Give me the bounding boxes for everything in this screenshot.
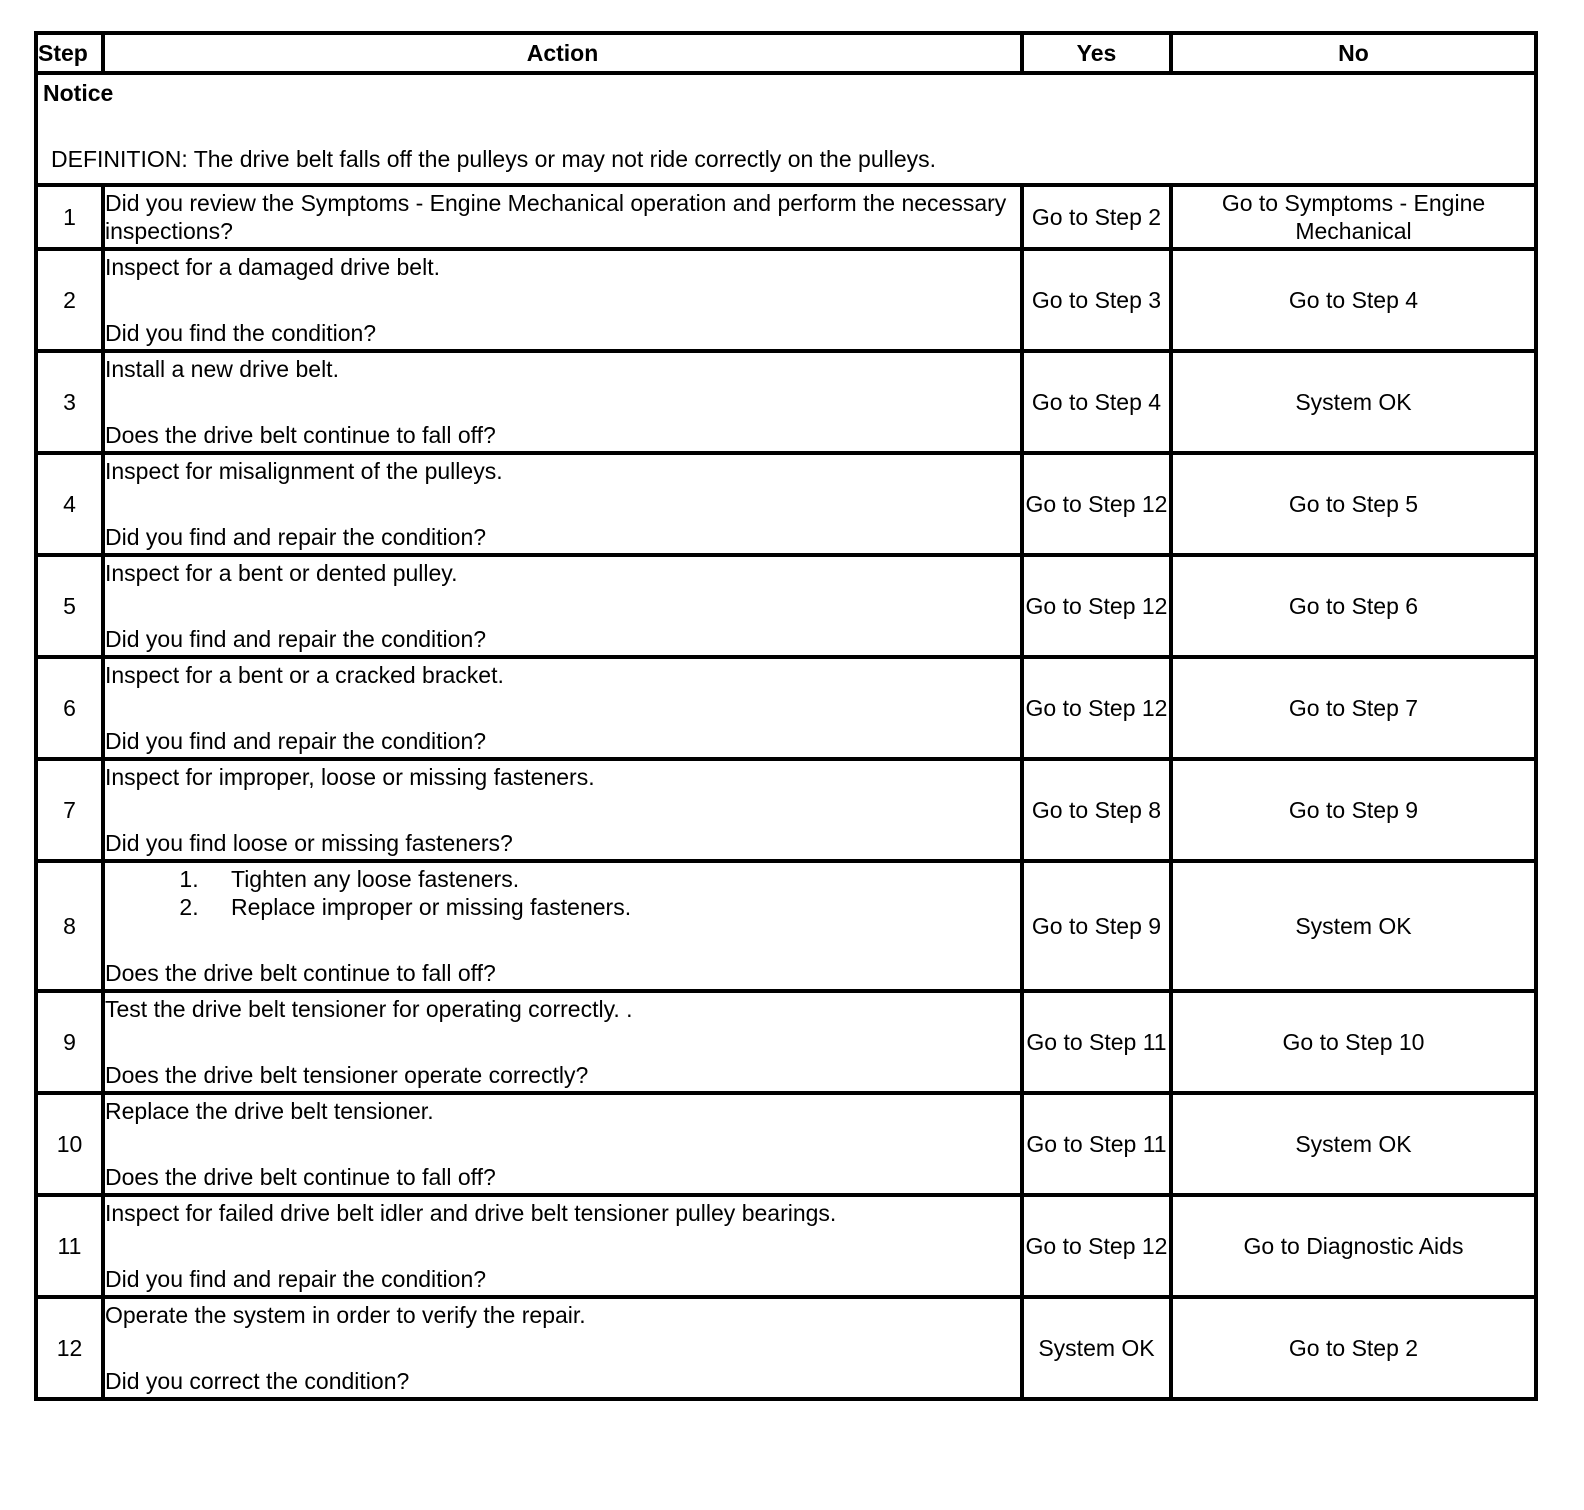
table-row: [36, 1195, 1536, 1297]
step-number: 6: [36, 657, 103, 759]
no-cell: System OK: [1171, 1093, 1536, 1195]
no-cell: Go to Step 9: [1171, 759, 1536, 861]
action-text: Inspect for a bent or a cracked bracket.: [105, 662, 504, 688]
yes-cell: Go to Step 12: [1022, 453, 1171, 555]
action-text: Inspect for a bent or dented pulley.: [105, 560, 458, 586]
no-cell: Go to Step 5: [1171, 453, 1536, 555]
notice-row: [36, 73, 1536, 185]
table-row: [36, 351, 1536, 453]
action-text: Replace the drive belt tensioner.: [105, 1098, 434, 1124]
action-text: Did you review the Symptoms - Engine Mechanical operation and perform the necessary inspections?: [105, 190, 1007, 244]
step-number: 2: [36, 249, 103, 351]
step-number: 7: [36, 759, 103, 861]
action-cell: [103, 657, 1022, 759]
step-number: 5: [36, 555, 103, 657]
table-row: [36, 1297, 1536, 1399]
step-number: 4: [36, 453, 103, 555]
header-yes: Yes: [1022, 33, 1171, 73]
action-question: Does the drive belt continue to fall off?: [105, 422, 496, 448]
table-row: [36, 185, 1536, 249]
yes-cell: Go to Step 11: [1022, 991, 1171, 1093]
step-number: 10: [36, 1093, 103, 1195]
action-cell: [103, 1093, 1022, 1195]
yes-cell: Go to Step 2: [1022, 185, 1171, 249]
action-question: Did you find and repair the condition?: [105, 1266, 487, 1292]
action-text: Install a new drive belt.: [105, 356, 339, 382]
action-question: Did you find and repair the condition?: [105, 524, 487, 550]
table-row: [36, 249, 1536, 351]
action-text: Test the drive belt tensioner for operating correctly. .: [105, 996, 633, 1022]
yes-cell: Go to Step 12: [1022, 657, 1171, 759]
diagnostic-table: [34, 31, 1538, 1401]
no-cell: Go to Step 6: [1171, 555, 1536, 657]
action-text: Inspect for misalignment of the pulleys.: [105, 458, 503, 484]
notice-title: Notice: [43, 80, 114, 106]
table-row: [36, 991, 1536, 1093]
action-text: Inspect for failed drive belt idler and drive belt tensioner pulley bearings.: [105, 1200, 837, 1226]
table-row: [36, 759, 1536, 861]
action-list: [105, 865, 1020, 921]
step-number: 9: [36, 991, 103, 1093]
action-question: Does the drive belt tensioner operate correctly?: [105, 1062, 589, 1088]
table-row: [36, 861, 1536, 991]
notice-definition: DEFINITION: The drive belt falls off the pulleys or may not ride correctly on the pulleys.: [51, 146, 937, 172]
action-cell: [103, 1195, 1022, 1297]
table-row: [36, 555, 1536, 657]
yes-cell: Go to Step 3: [1022, 249, 1171, 351]
table-row: [36, 657, 1536, 759]
yes-cell: Go to Step 11: [1022, 1093, 1171, 1195]
step-number: 3: [36, 351, 103, 453]
action-question: Did you correct the condition?: [105, 1368, 410, 1394]
no-cell: Go to Step 7: [1171, 657, 1536, 759]
step-number: 12: [36, 1297, 103, 1399]
no-cell: Go to Step 10: [1171, 991, 1536, 1093]
no-cell: System OK: [1171, 861, 1536, 991]
action-cell: [103, 453, 1022, 555]
step-number: 8: [36, 861, 103, 991]
no-cell: Go to Symptoms - Engine Mechanical: [1171, 185, 1536, 249]
action-cell: [103, 249, 1022, 351]
header-step: Step: [36, 33, 103, 73]
yes-cell: System OK: [1022, 1297, 1171, 1399]
action-question: Did you find the condition?: [105, 320, 377, 346]
notice-cell: [36, 73, 1536, 185]
action-question: Did you find loose or missing fasteners?: [105, 830, 513, 856]
table-row: [36, 1093, 1536, 1195]
action-text: Inspect for improper, loose or missing fasteners.: [105, 764, 595, 790]
table-row: [36, 453, 1536, 555]
step-number: 11: [36, 1195, 103, 1297]
action-text: Inspect for a damaged drive belt.: [105, 254, 440, 280]
action-cell: [103, 351, 1022, 453]
action-cell: [103, 861, 1022, 991]
action-question: Does the drive belt continue to fall off?: [105, 960, 496, 986]
list-item: 1. Tighten any loose fasteners.: [205, 865, 1020, 893]
no-cell: Go to Step 2: [1171, 1297, 1536, 1399]
yes-cell: Go to Step 4: [1022, 351, 1171, 453]
action-question: Does the drive belt continue to fall off?: [105, 1164, 496, 1190]
action-cell: [103, 991, 1022, 1093]
yes-cell: Go to Step 8: [1022, 759, 1171, 861]
yes-cell: Go to Step 12: [1022, 555, 1171, 657]
action-cell: [103, 185, 1022, 249]
header-no: No: [1171, 33, 1536, 73]
action-cell: [103, 759, 1022, 861]
header-row: [36, 33, 1536, 73]
action-cell: [103, 555, 1022, 657]
no-cell: Go to Diagnostic Aids: [1171, 1195, 1536, 1297]
action-question: Did you find and repair the condition?: [105, 728, 487, 754]
yes-cell: Go to Step 12: [1022, 1195, 1171, 1297]
action-text: Operate the system in order to verify the repair.: [105, 1302, 586, 1328]
header-action: Action: [103, 33, 1022, 73]
no-cell: System OK: [1171, 351, 1536, 453]
step-number: 1: [36, 185, 103, 249]
list-item: 2. Replace improper or missing fasteners.: [205, 893, 1020, 921]
no-cell: Go to Step 4: [1171, 249, 1536, 351]
action-cell: [103, 1297, 1022, 1399]
yes-cell: Go to Step 9: [1022, 861, 1171, 991]
action-question: Did you find and repair the condition?: [105, 626, 487, 652]
